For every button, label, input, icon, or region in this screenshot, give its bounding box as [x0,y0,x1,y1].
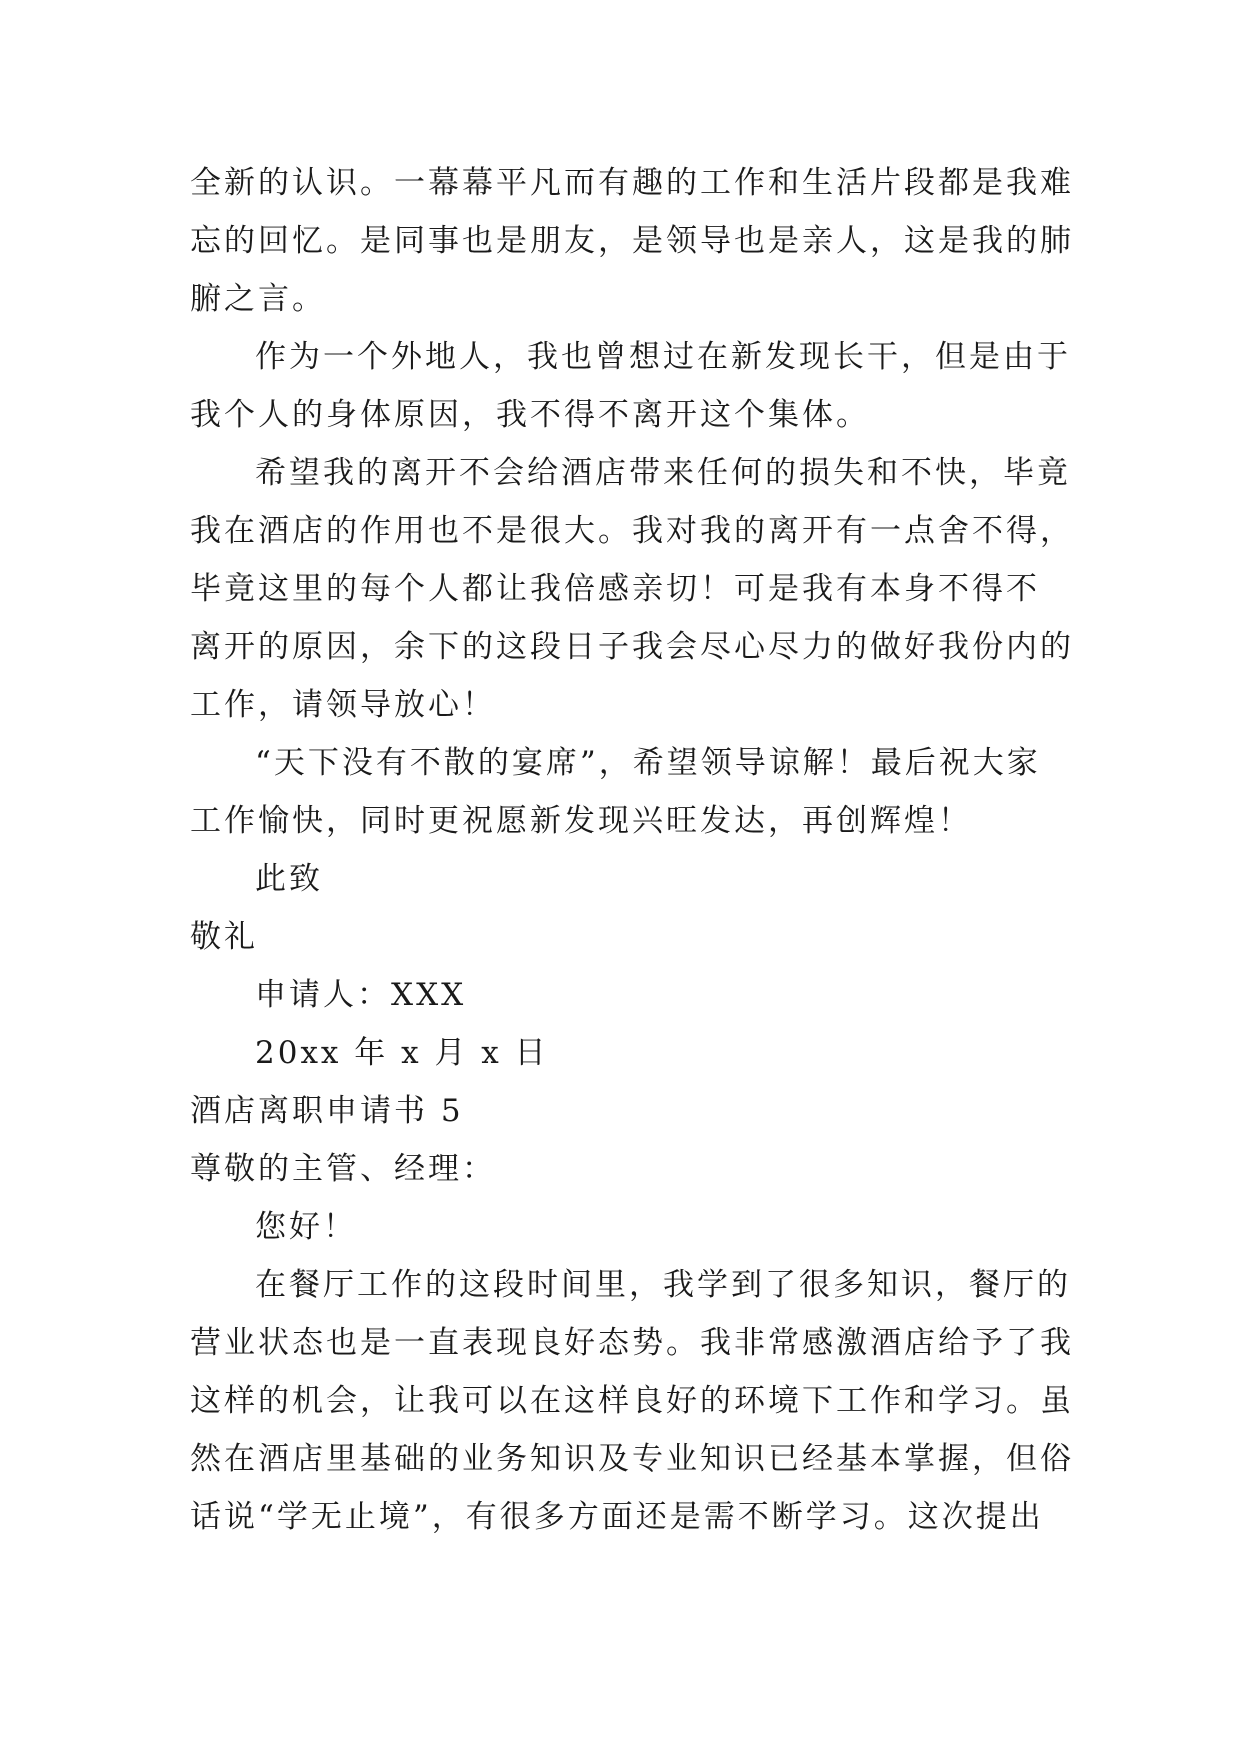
text-line: 离开的原因，余下的这段日子我会尽心尽力的做好我份内的 [190,629,1074,665]
applicant-signature: 申请人：XXX [255,977,467,1013]
greeting: 您好！ [255,1209,357,1245]
text-line: 工作，请领导放心！ [190,687,496,723]
text-line: 我在酒店的作用也不是很大。我对我的离开有一点舍不得， [190,513,1074,549]
text-line: 忘的回忆。是同事也是朋友，是领导也是亲人，这是我的肺 [190,223,1074,259]
text-line: 毕竟这里的每个人都让我倍感亲切！可是我有本身不得不 [190,571,1040,607]
text-line: 我个人的身体原因，我不得不离开这个集体。 [190,397,870,433]
section-title: 酒店离职申请书 5 [190,1093,464,1129]
text-line: 全新的认识。一幕幕平凡而有趣的工作和生活片段都是我难 [190,165,1074,201]
text-line: 话说“学无止境”，有很多方面还是需不断学习。这次提出 [190,1499,1044,1535]
closing-respect: 敬礼 [190,919,258,955]
text-line: “天下没有不散的宴席”，希望领导谅解！最后祝大家 [255,745,1041,781]
text-line: 然在酒店里基础的业务知识及专业知识已经基本掌握，但俗 [190,1441,1074,1477]
date-line: 20xx 年 x 月 x 日 [255,1035,549,1071]
text-line: 工作愉快，同时更祝愿新发现兴旺发达，再创辉煌！ [190,803,972,839]
greeting-addressee: 尊敬的主管、经理： [190,1151,496,1187]
text-line: 营业状态也是一直表现良好态势。我非常感激酒店给予了我 [190,1325,1074,1361]
closing-salutation: 此致 [255,861,323,897]
text-line: 这样的机会，让我可以在这样良好的环境下工作和学习。虽 [190,1383,1074,1419]
text-line: 在餐厅工作的这段时间里，我学到了很多知识，餐厅的 [255,1267,1071,1303]
text-line: 希望我的离开不会给酒店带来任何的损失和不快，毕竟 [255,455,1071,491]
text-line: 作为一个外地人，我也曾想过在新发现长干，但是由于 [255,339,1071,375]
text-line: 腑之言。 [190,281,326,317]
